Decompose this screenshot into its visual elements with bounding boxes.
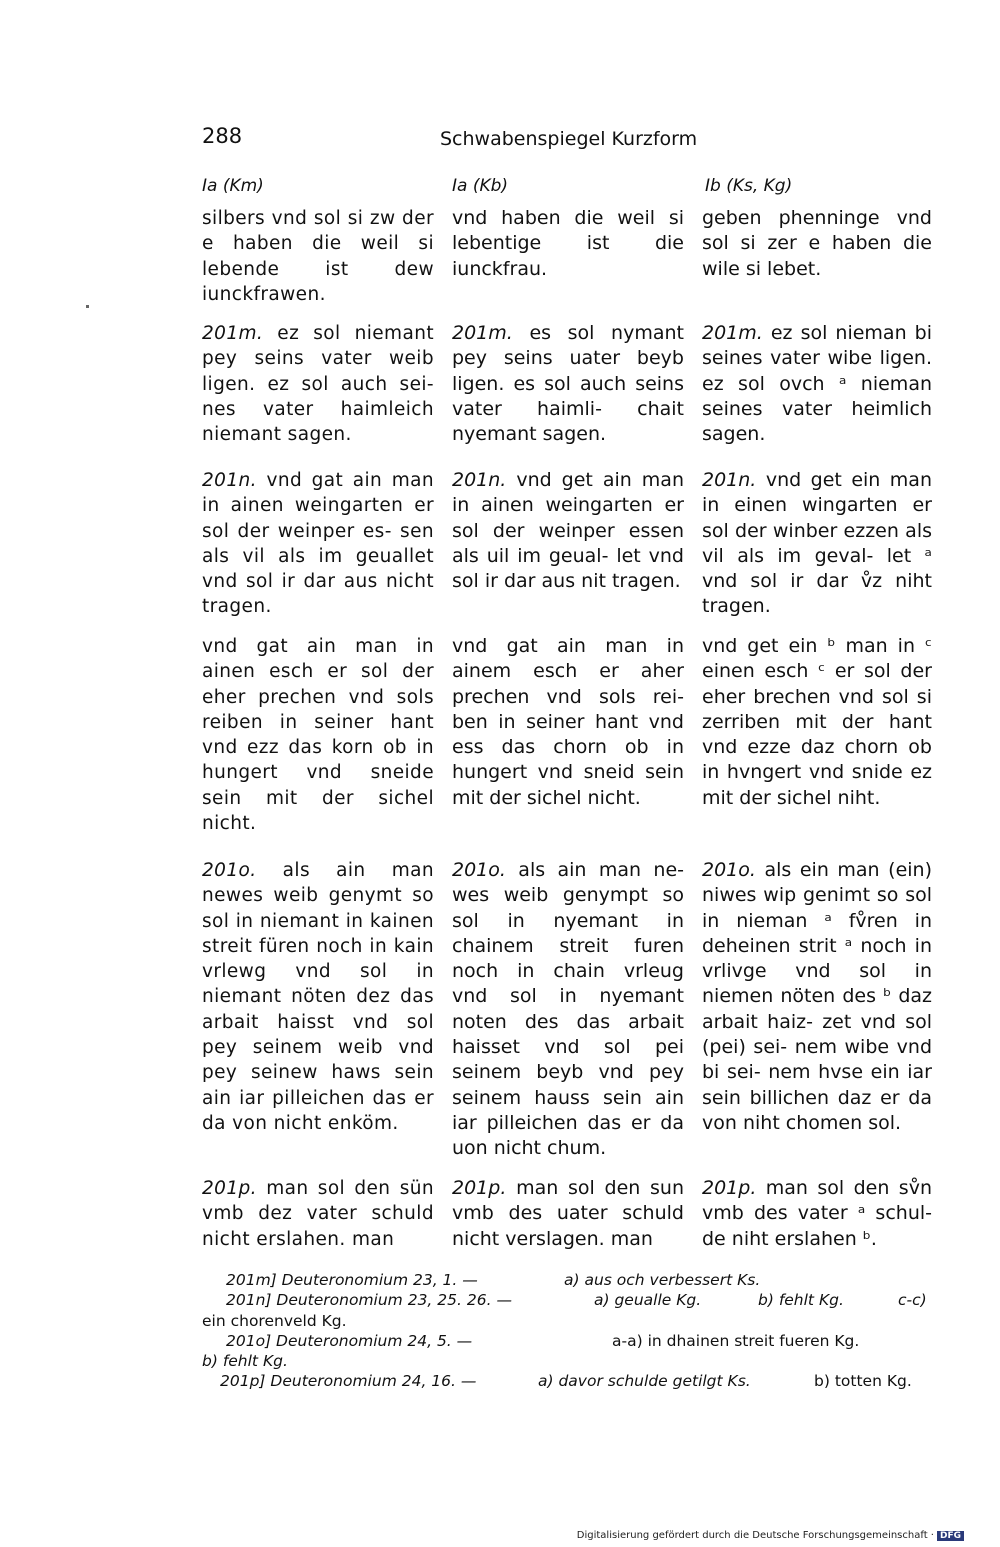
footnote-line <box>202 1351 932 1371</box>
paragraph-201m: 201m. es sol nymant pey seins uater beyb ligen. es sol auch seins vater haimli- chait nyemant sagen. <box>452 322 684 446</box>
running-title: Schwabenspiegel Kurzform <box>440 128 698 150</box>
paragraph-201m: 201m. ez sol niemant pey seins vater weib ligen. ez sol auch sei- nes vater haimleich niemant sagen. <box>202 323 434 446</box>
paragraph: vnd get ein ᵇ man in ᶜ einen esch ᶜ er sol der eher brechen vnd sol si zerriben mit der hant vnd ezze daz chorn ob in hvngert vnd snide ez mit der sichel niht. <box>702 635 932 809</box>
dfg-logo: DFG <box>937 1531 964 1541</box>
paragraph-201p: 201p. man sol den sün vmb dez vater schuld nicht erslahen. man <box>202 1178 434 1250</box>
footnote-line <box>202 1371 932 1391</box>
footnote-201p-ref: 201p] Deuteronomium 24, 16. — <box>220 1372 477 1391</box>
footnote-line <box>202 1331 932 1351</box>
column-header-ia-kb: Ia (Kb) <box>452 176 509 196</box>
footnote-line <box>202 1290 932 1310</box>
paragraph-201m: 201m. ez sol nieman bi seines vater wibe ligen. ez sol ovch ᵃ nieman seines vater heimlich sagen. <box>702 322 932 446</box>
paragraph: vnd gat ain man in ainen esch er sol der eher prechen vnd sols reiben in seiner hant vnd ezz das korn ob in hungert vnd sneide sein mit der sichel nicht. <box>202 636 434 835</box>
footnote-line <box>202 1311 932 1331</box>
paragraph-201p: 201p. man sol den sv̊n vmb des vater ᵃ schul- de niht erslahen ᵇ. <box>702 1177 932 1250</box>
paragraph: vnd haben die weil si lebentige ist die iunckfrau. <box>452 207 684 280</box>
paragraph-201n: 201n. vnd get ain man in ainen weingarten er sol der weinper essen als uil im geual- let vnd sol ir dar aus nit tragen. <box>452 469 684 593</box>
footnote-201o-note-b: b) fehlt Kg. <box>202 1352 288 1371</box>
footnotes <box>202 1270 932 1392</box>
paragraph-201o: 201o. als ein man (ein) niwes wip genimt so sol in nieman ᵃ fv̊ren in deheinen strit ᵃ noch in vrlivge vnd sol in niemen nöten des ᵇ daz arbait haiz- zet vnd sol (pei) sei- nem wibe vnd bi sei- nem hvse ein iar sein billichen daz er da von niht chomen sol. <box>702 859 932 1134</box>
page-number: 288 <box>202 124 243 148</box>
paragraph: vnd gat ain man in ainem esch er aher prechen vnd sols rei- ben in seiner hant vnd ess das chorn ob in hungert vnd sneid sein mit der sichel nicht. <box>452 635 684 809</box>
footnote-201n-note-a: a) geualle Kg. <box>594 1291 702 1310</box>
footnote-201m-ref: 201m] Deuteronomium 23, 1. — <box>226 1271 478 1289</box>
paragraph-201o: 201o. als ain man newes weib genymt so sol in niemant in kainen streit füren noch in kain vrlewg vnd sol in niemant nöten dez das arbait haisst vnd sol pey seinem weib vnd pey seinew haws sein ain iar pilleichen das er da von nicht enköm. <box>202 860 434 1134</box>
paragraph: geben phenninge vnd sol si zer e haben die wile si lebet. <box>702 207 932 280</box>
paragraph-201n: 201n. vnd get ein man in einen wingarten er sol der winber ezzen als vil als im geval- let ᵃ vnd sol ir dar v̊z niht tragen. <box>702 469 932 618</box>
paragraph-201n: 201n. vnd gat ain man in ainen weingarten er sol der weinper es- sen als vil als im geuallet vnd sol ir dar aus nicht tragen. <box>202 470 434 618</box>
footnote-201o-note-a: a-a) in dhainen streit fueren Kg. <box>612 1331 860 1350</box>
footnote-201n-note-c-text: ein chorenveld Kg. <box>202 1311 347 1330</box>
paragraph-201p: 201p. man sol den sun vmb des uater schuld nicht verslagen. man <box>452 1177 684 1250</box>
digitization-credit <box>577 1530 964 1541</box>
column-header-ib-ks-kg: Ib (Ks, Kg) <box>705 176 793 196</box>
speck-mark <box>86 305 89 308</box>
footnote-201o-ref: 201o] Deuteronomium 24, 5. — <box>226 1331 473 1350</box>
footnote-201m-note: a) aus och verbessert Ks. <box>564 1271 761 1289</box>
footnote-201p-note-a: a) davor schulde getilgt Ks. <box>538 1372 751 1391</box>
footnote-201n-ref: 201n] Deuteronomium 23, 25. 26. — <box>226 1291 512 1310</box>
footnote-201p-note-b: b) totten Kg. <box>814 1372 912 1391</box>
footnote-201n-note-c: c-c) <box>898 1291 927 1310</box>
footnote-201n-note-b: b) fehlt Kg. <box>758 1291 844 1310</box>
paragraph-201o: 201o. als ain man ne- wes weib genympt so sol in nyemant in chainem streit furen noch in chain vrleug vnd sol in nyemant noten des das arbait haisset vnd sol pei seinem beyb vnd pey seinem hauss sein ain iar pilleichen das er da uon nicht chum. <box>452 859 684 1160</box>
column-header-ia-km: Ia (Km) <box>202 176 264 196</box>
credit-text: Digitalisierung gefördert durch die Deutsche Forschungsgemeinschaft · <box>576 1530 934 1541</box>
paragraph: silbers vnd sol si zw der e haben die weil si lebende ist dew iunckfrawen. <box>202 208 434 305</box>
footnote-line <box>202 1270 932 1290</box>
